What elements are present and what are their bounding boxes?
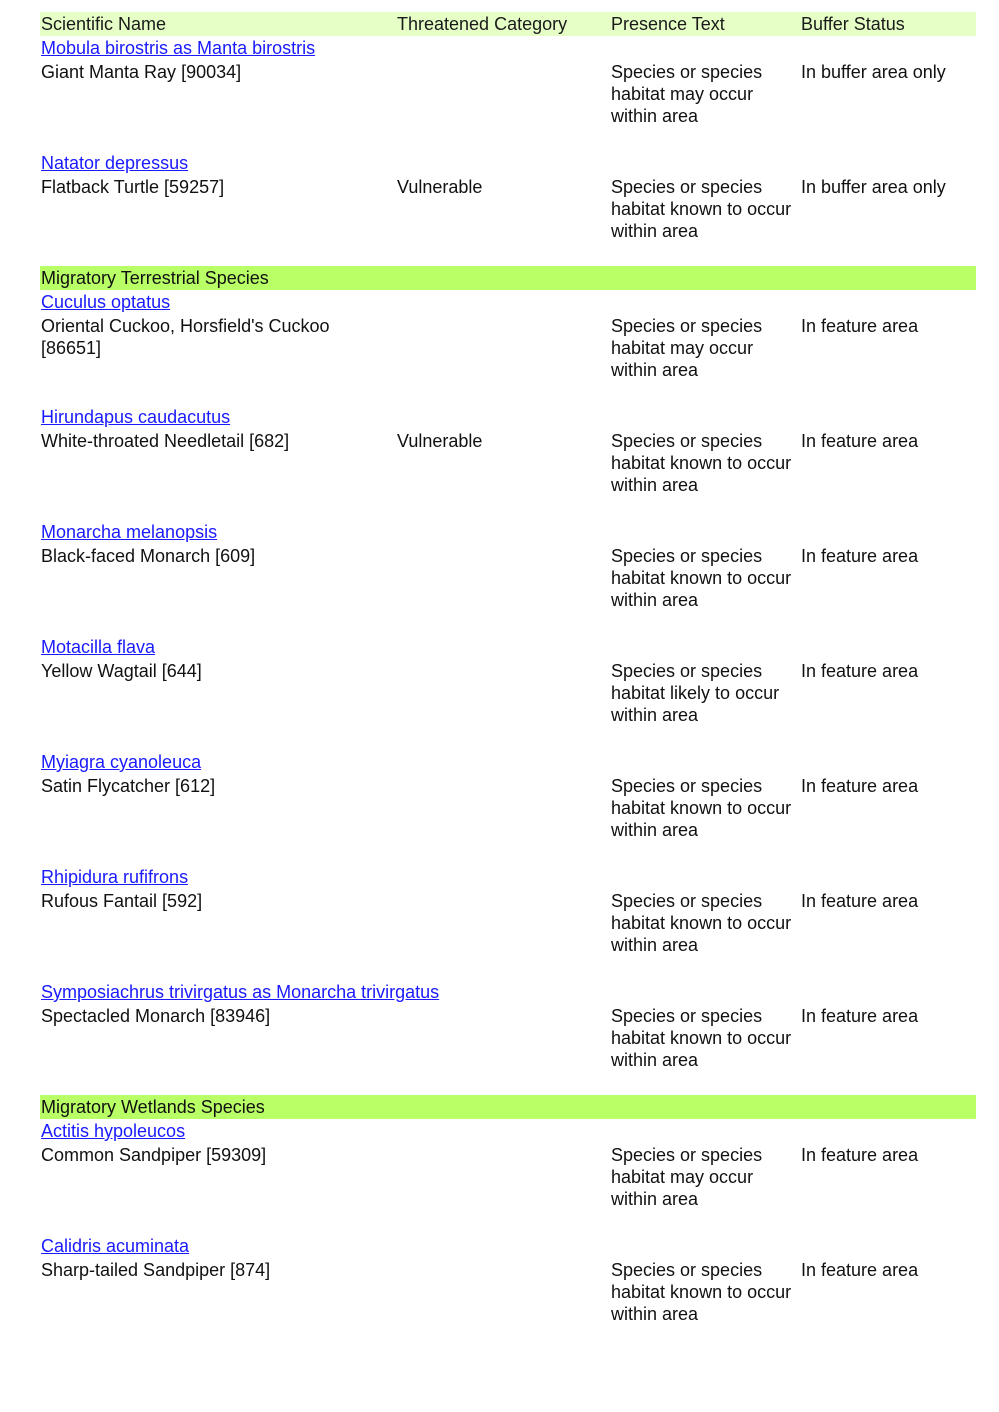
buffer-status: In feature area	[801, 1145, 919, 1165]
table-row	[40, 980, 976, 1095]
threatened-category	[396, 1005, 610, 1071]
table-row	[40, 151, 976, 266]
table-row	[40, 750, 976, 865]
presence-text: Species or species habitat known to occur within area	[611, 891, 792, 955]
common-name: White-throated Needletail [682]	[41, 431, 290, 451]
scientific-name-link[interactable]: Symposiachrus trivirgatus as Monarcha trivirgatus	[41, 982, 440, 1002]
scientific-name-link[interactable]: Hirundapus caudacutus	[41, 407, 231, 427]
scientific-name-link[interactable]: Mobula birostris as Manta birostris	[41, 38, 316, 58]
threatened-category	[396, 890, 610, 956]
buffer-status: In feature area	[801, 431, 919, 451]
scientific-name-link[interactable]: Motacilla flava	[41, 637, 156, 657]
scientific-name-link[interactable]: Myiagra cyanoleuca	[41, 752, 202, 772]
presence-text: Species or species habitat may occur within area	[611, 62, 763, 126]
threatened-category	[396, 660, 610, 726]
common-name: Spectacled Monarch [83946]	[41, 1006, 271, 1026]
buffer-status: In feature area	[801, 891, 919, 911]
header-scientific-name: Scientific Name	[41, 14, 167, 34]
section-heading: Migratory Terrestrial Species	[40, 266, 976, 290]
species-table	[40, 12, 976, 1349]
threatened-category	[396, 545, 610, 611]
buffer-status: In feature area	[801, 546, 919, 566]
common-name: Giant Manta Ray [90034]	[41, 62, 242, 82]
header-buffer-status: Buffer Status	[801, 14, 905, 34]
section-heading: Migratory Wetlands Species	[40, 1095, 976, 1119]
presence-text: Species or species habitat known to occur within area	[611, 776, 792, 840]
buffer-status: In buffer area only	[801, 177, 946, 197]
threatened-category: Vulnerable	[397, 431, 483, 451]
table-row	[40, 405, 976, 520]
buffer-status: In feature area	[801, 1006, 919, 1026]
threatened-category	[396, 315, 610, 381]
table-row	[40, 36, 976, 151]
presence-text: Species or species habitat known to occur within area	[611, 177, 792, 241]
common-name: Flatback Turtle [59257]	[41, 177, 225, 197]
common-name: Yellow Wagtail [644]	[41, 661, 202, 681]
buffer-status: In feature area	[801, 316, 919, 336]
table-row	[40, 1234, 976, 1349]
common-name: Rufous Fantail [592]	[41, 891, 203, 911]
common-name: Oriental Cuckoo, Horsfield's Cuckoo [86651]	[41, 316, 330, 358]
common-name: Black-faced Monarch [609]	[41, 546, 256, 566]
table-row	[40, 865, 976, 980]
threatened-category	[396, 1259, 610, 1325]
presence-text: Species or species habitat likely to occur within area	[611, 661, 780, 725]
scientific-name-link[interactable]: Rhipidura rufifrons	[41, 867, 189, 887]
threatened-category	[396, 1144, 610, 1210]
common-name: Sharp-tailed Sandpiper [874]	[41, 1260, 271, 1280]
scientific-name-link[interactable]: Natator depressus	[41, 153, 189, 173]
presence-text: Species or species habitat may occur within area	[611, 1145, 763, 1209]
header-threatened-category: Threatened Category	[397, 14, 568, 34]
common-name: Common Sandpiper [59309]	[41, 1145, 267, 1165]
buffer-status: In feature area	[801, 1260, 919, 1280]
buffer-status: In buffer area only	[801, 62, 946, 82]
threatened-category: Vulnerable	[397, 177, 483, 197]
header-presence-text: Presence Text	[611, 14, 725, 34]
buffer-status: In feature area	[801, 776, 919, 796]
threatened-category	[396, 775, 610, 841]
scientific-name-link[interactable]: Cuculus optatus	[41, 292, 171, 312]
presence-text: Species or species habitat known to occur within area	[611, 431, 792, 495]
table-row	[40, 290, 976, 405]
table-row	[40, 635, 976, 750]
scientific-name-link[interactable]: Calidris acuminata	[41, 1236, 190, 1256]
scientific-name-link[interactable]: Actitis hypoleucos	[41, 1121, 186, 1141]
scientific-name-link[interactable]: Monarcha melanopsis	[41, 522, 218, 542]
threatened-category	[396, 61, 610, 127]
presence-text: Species or species habitat may occur within area	[611, 316, 763, 380]
presence-text: Species or species habitat known to occur within area	[611, 546, 792, 610]
presence-text: Species or species habitat known to occur within area	[611, 1260, 792, 1324]
common-name: Satin Flycatcher [612]	[41, 776, 216, 796]
table-row	[40, 520, 976, 635]
table-header	[40, 12, 976, 36]
buffer-status: In feature area	[801, 661, 919, 681]
presence-text: Species or species habitat known to occur within area	[611, 1006, 792, 1070]
table-row	[40, 1119, 976, 1234]
